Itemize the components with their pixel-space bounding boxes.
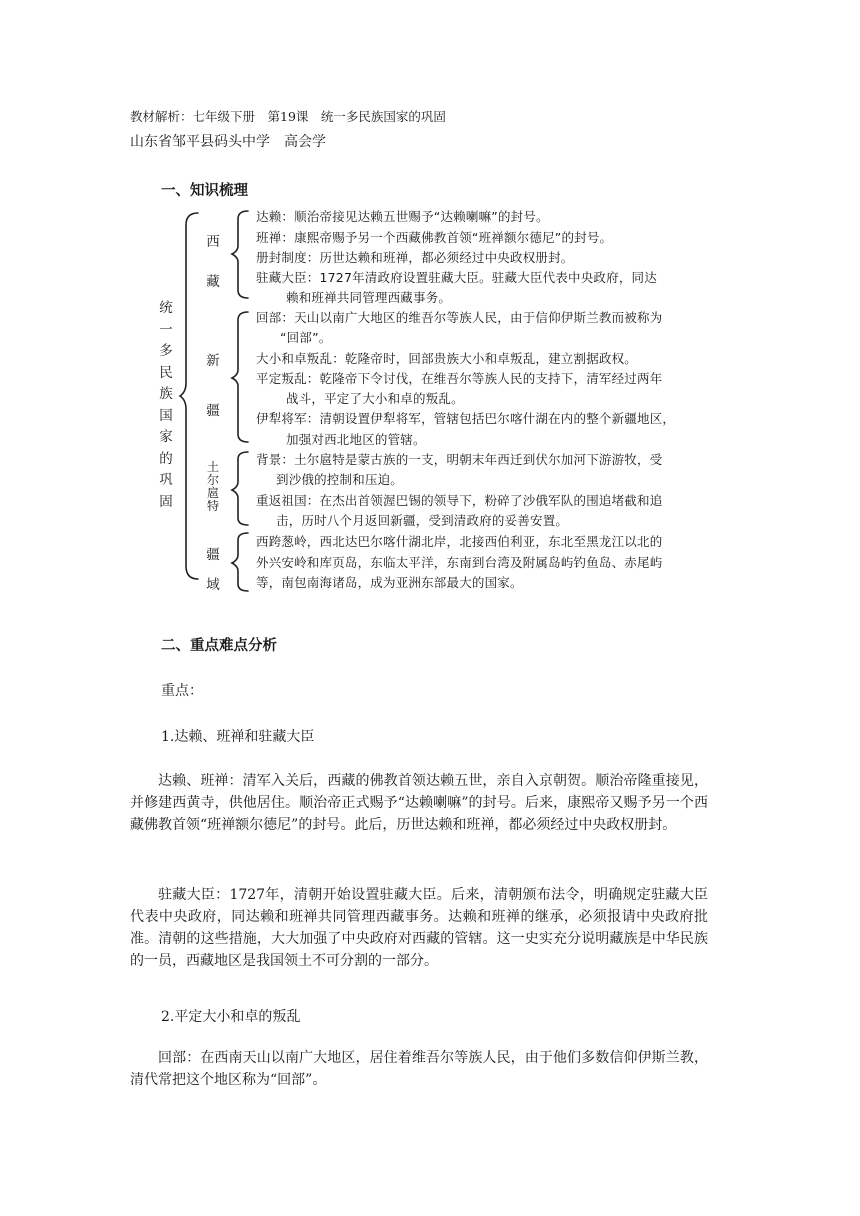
xinjiang-line-5: 战斗，平定了大小和卓的叛乱。 [286,391,464,406]
paragraph-zhuzang-dachen: 驻藏大臣：1727年，清朝开始设置驻藏大臣。后来，清朝颁布法令，明确规定驻藏大臣代表中央政府，同达赖和班禅共同管理西藏事务。达赖和班禅的继承，必须报请中央政府批准。清朝的这些措施，大大加强了中央政府对西藏的管辖。这一史实充分说明藏族是中华民族的一员，西藏地区是我国领土不可分割的一部分。 [130,887,708,969]
root-brace [180,213,198,579]
xinjiang-line-3: 大小和卓叛乱：乾隆帝时，回部贵族大小和卓叛乱，建立割据政权。 [256,351,638,366]
xinjiang-line-1: 回部：天山以南广大地区的维吾尔等族人民，由于信仰伊斯兰教而被称为 [256,310,663,325]
key-points-label: 重点： [161,683,203,699]
root-label: 统一多民族国家的巩固 [159,300,173,510]
tuerhute-line-3: 重返祖国：在杰出首领渥巴锡的领导下，粉碎了沙俄军队的围追堵截和追 [256,493,663,508]
tuerhute-line-4: 击，历时八个月返回新疆，受到清政府的妥善安置。 [276,513,569,528]
jiangyu-line-2: 外兴安岭和库页岛，东临太平洋，东南到台湾及附属岛屿钓鱼岛、赤尾屿 [256,555,663,570]
xizang-line-1: 达赖：顺治帝接见达赖五世赐予“达赖喇嘛”的封号。 [256,209,549,224]
section-title-knowledge: 一、知识梳理 [161,183,248,199]
subheading-1: 1.达赖、班禅和驻藏大臣 [161,729,315,745]
group-label-xinjiang: 新疆 [206,353,220,419]
xinjiang-line-2: “回部”。 [280,330,332,345]
group-label-xizang: 西藏 [206,234,220,290]
xizang-line-2: 班禅：康熙帝赐予另一个西藏佛教首领“班禅额尔德尼”的封号。 [256,230,613,245]
xinjiang-line-4: 平定叛乱：乾隆帝下令讨伐，在维吾尔等族人民的支持下，清军经过两年 [256,371,663,386]
xinjiang-line-7: 加强对西北地区的管辖。 [286,432,426,447]
brace-xinjiang [232,312,248,442]
xizang-line-3: 册封制度：历世达赖和班禅，都必须经过中央政权册封。 [256,250,574,265]
group-label-tuerhute: 土尔扈特 [206,460,219,513]
brace-tuerhute [232,452,248,525]
author-line: 山东省邹平县码头中学 高会学 [130,134,326,150]
xinjiang-line-6: 伊犁将军：清朝设置伊犁将军，管辖包括巴尔喀什湖在内的整个新疆地区， [256,411,676,426]
group-label-jiangyu: 疆域 [206,547,220,593]
paragraph-dalai-banchan: 达赖、班禅：清军入关后，西藏的佛教首领达赖五世，亲自入京朝贺。顺治帝隆重接见，并修建西黄寺，供他居住。顺治帝正式赐予“达赖喇嘛”的封号。后来，康熙帝又赐予另一个西藏佛教首领“班禅额尔德尼”的封号。此后，历世达赖和班禅，都必须经过中央政权册封。 [130,773,708,833]
xizang-line-4: 驻藏大臣：1727年清政府设置驻藏大臣。驻藏大臣代表中央政府，同达 [256,270,657,285]
section-title-analysis: 二、重点难点分析 [161,638,277,654]
document-subtitle: 教材解析：七年级下册 第19课 统一多民族国家的巩固 [130,109,446,124]
tuerhute-line-1: 背景：土尔扈特是蒙古族的一支，明朝末年西迁到伏尔加河下游游牧，受 [256,452,663,467]
paragraph-huibu: 回部：在西南天山以南广大地区，居住着维吾尔等族人民，由于他们多数信仰伊斯兰教，清代常把这个地区称为“回部”。 [130,1050,708,1088]
jiangyu-line-1: 西跨葱岭，西北达巴尔喀什湖北岸，北接西伯利亚，东北至黑龙江以北的 [256,534,663,549]
jiangyu-line-3: 等，南包南海诸岛，成为亚洲东部最大的国家。 [256,575,523,590]
subheading-2: 2.平定大小和卓的叛乱 [161,1009,301,1025]
xizang-line-5: 赖和班禅共同管理西藏事务。 [286,290,452,305]
brace-jiangyu [232,533,248,591]
tuerhute-line-2: 到沙俄的控制和压迫。 [276,472,404,487]
brace-xizang [232,211,248,298]
